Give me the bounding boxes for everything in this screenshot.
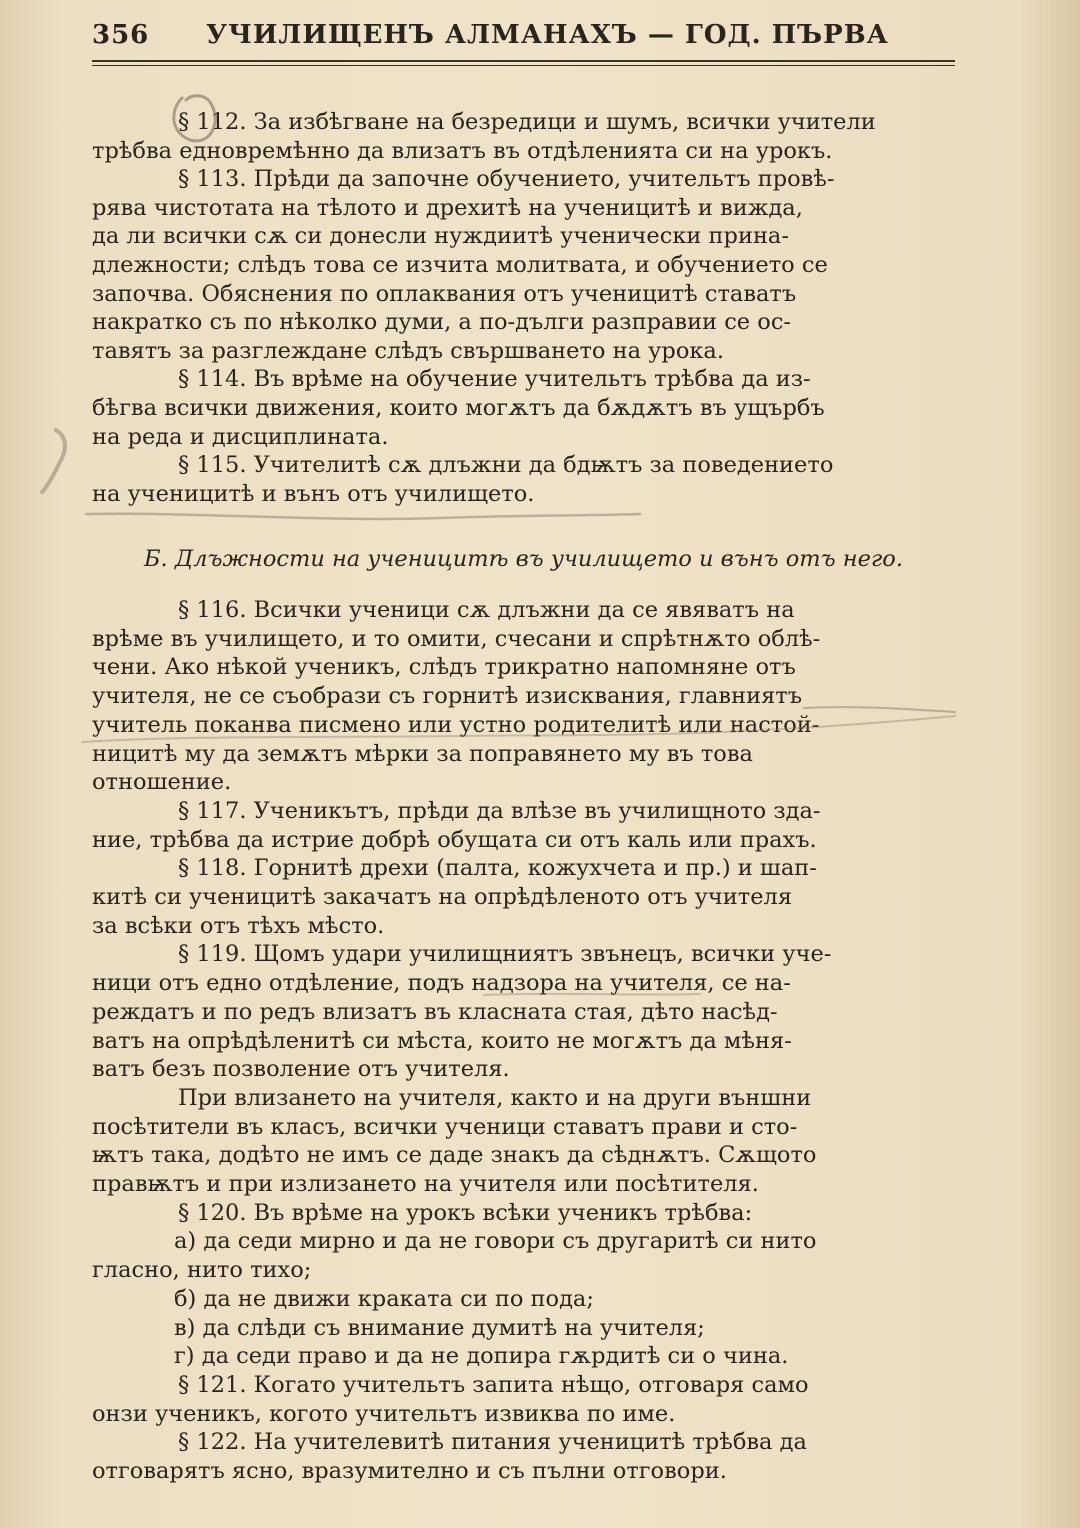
text-line: ватъ безъ позволение отъ учителя. [92,1056,510,1083]
text-line: онзи ученикъ, когото учительтъ извиква по име. [92,1400,676,1427]
text-line: б) да не движи краката си по пода; [174,1285,594,1312]
text-line: длежности; слѣдъ това се изчита молитвата, и обучението се [92,251,828,278]
text-line: започва. Обяснения по оплаквания отъ ученицитѣ ставатъ [92,280,797,307]
text-line: посѣтители въ класъ, всички ученици ставатъ прави и сто- [92,1113,798,1140]
text-line: § 113. Прѣди да започне обучението, учительтъ провѣ- [178,166,835,193]
section-b-text [92,596,955,1486]
text-line: § 116. Всички ученици сѫ длъжни да се явяватъ на [178,597,795,623]
text-line: правѭтъ и при излизането на учителя или посѣтителя. [92,1171,759,1198]
text-line: § 118. Горнитѣ дрехи (палта, кожухчета и пр.) и шап- [178,855,817,882]
section-b-heading: Б. Длъжности на ученицитѣ въ училището и вънъ отъ него. [144,546,903,572]
text-line: чени. Ако нѣкой ученикъ, слѣдъ трикратно напомняне отъ [92,654,796,681]
text-line: гласно, нито тихо; [92,1257,312,1284]
text-line: китѣ си ученицитѣ закачатъ на опрѣдѣленото отъ учителя [92,884,793,911]
text-line: ѭтъ така, додѣто не имъ се даде знакъ да сѣднѫтъ. Сѫщото [92,1142,817,1169]
pencil-margin-mark [42,430,65,492]
text-line: § 120. Въ врѣме на урокъ всѣки ученикъ трѣбва: [178,1199,753,1226]
text-line: ницитѣ му да земѫтъ мѣрки за поправянето му въ това [92,740,753,767]
text-line: г) да седи право и да не допира гѫрдитѣ си о чина. [174,1343,789,1370]
running-header [92,18,955,58]
text-line: реждатъ и по редъ влизатъ въ класната стая, дѣто насѣд- [92,998,778,1025]
text-line: § 121. Когато учительтъ запита нѣщо, отговаря само [178,1371,809,1398]
text-line: отношение. [92,769,232,796]
text-line: § 117. Ученикътъ, прѣди да влѣзе въ училищното зда- [178,797,821,824]
text-line: § 122. На учителевитѣ питания ученицитѣ трѣбва да [178,1429,807,1456]
text-line: на реда и дисциплината. [92,423,389,450]
text-line: § 112. За избѣгване на безредици и шумъ, всички учители [178,109,876,135]
text-line: § 114. Въ врѣме на обучение учительтъ трѣбва да из- [178,366,811,393]
text-line: накратко съ по нѣколко думи, а по-дълги разправии се ос- [92,309,792,336]
running-title: УЧИЛИЩЕНЪ АЛМАНАХЪ — ГОД. ПЪРВА [206,20,889,50]
text-line: рява чистотата на тѣлото и дрехитѣ на ученицитѣ и вижда, [92,194,803,221]
text-line: трѣбва едновремѣнно да влизатъ въ отдѣленията си на урокъ. [92,137,833,164]
text-line: ници отъ едно отдѣление, подъ надзора на учителя, се на- [92,970,791,997]
pencil-underline-115 [86,514,640,519]
section-a-text [92,108,955,508]
text-line: § 119. Щомъ удари училищниятъ звънецъ, всички уче- [178,941,832,968]
header-rule-thick [92,60,955,62]
text-line: в) да слѣди съ внимание думитѣ на учителя; [174,1314,705,1341]
text-line: ние, трѣбва да истрие добрѣ обущата си отъ каль или прахъ. [92,826,817,853]
text-line: учитель поканва писмено или устно родителитѣ или настой- [92,711,820,738]
text-line: на ученицитѣ и вънъ отъ училището. [92,480,535,507]
header-rule-thin [92,65,955,66]
text-line: При влизането на учителя, както и на други външни [178,1084,812,1111]
page-number: 356 [92,20,150,50]
text-line: за всѣки отъ тѣхъ мѣсто. [92,912,385,939]
text-line: тавятъ за разглеждане слѣдъ свършването на урока. [92,337,724,364]
text-line: бѣгва всички движения, които могѫтъ да бѫдѫтъ въ ущърбъ [92,394,825,421]
text-line: отговарятъ ясно, вразумително и съ пълни отговори. [92,1458,727,1485]
text-line: да ли всички сѫ си донесли нуждиитѣ ученически прина- [92,223,789,250]
text-line: учителя, не се съобрази съ горнитѣ изисквания, главниятъ [92,683,803,710]
text-line: врѣме въ училището, и то омити, счесани и спрѣтнѫто облѣ- [92,625,821,652]
text-line: ватъ на опрѣдѣленитѣ си мѣста, които не могѫтъ да мѣня- [92,1027,792,1054]
text-line: § 115. Учителитѣ сѫ длъжни да бдѭтъ за поведението [178,452,834,479]
text-line: а) да седи мирно и да не говори съ другаритѣ си нито [174,1228,817,1255]
